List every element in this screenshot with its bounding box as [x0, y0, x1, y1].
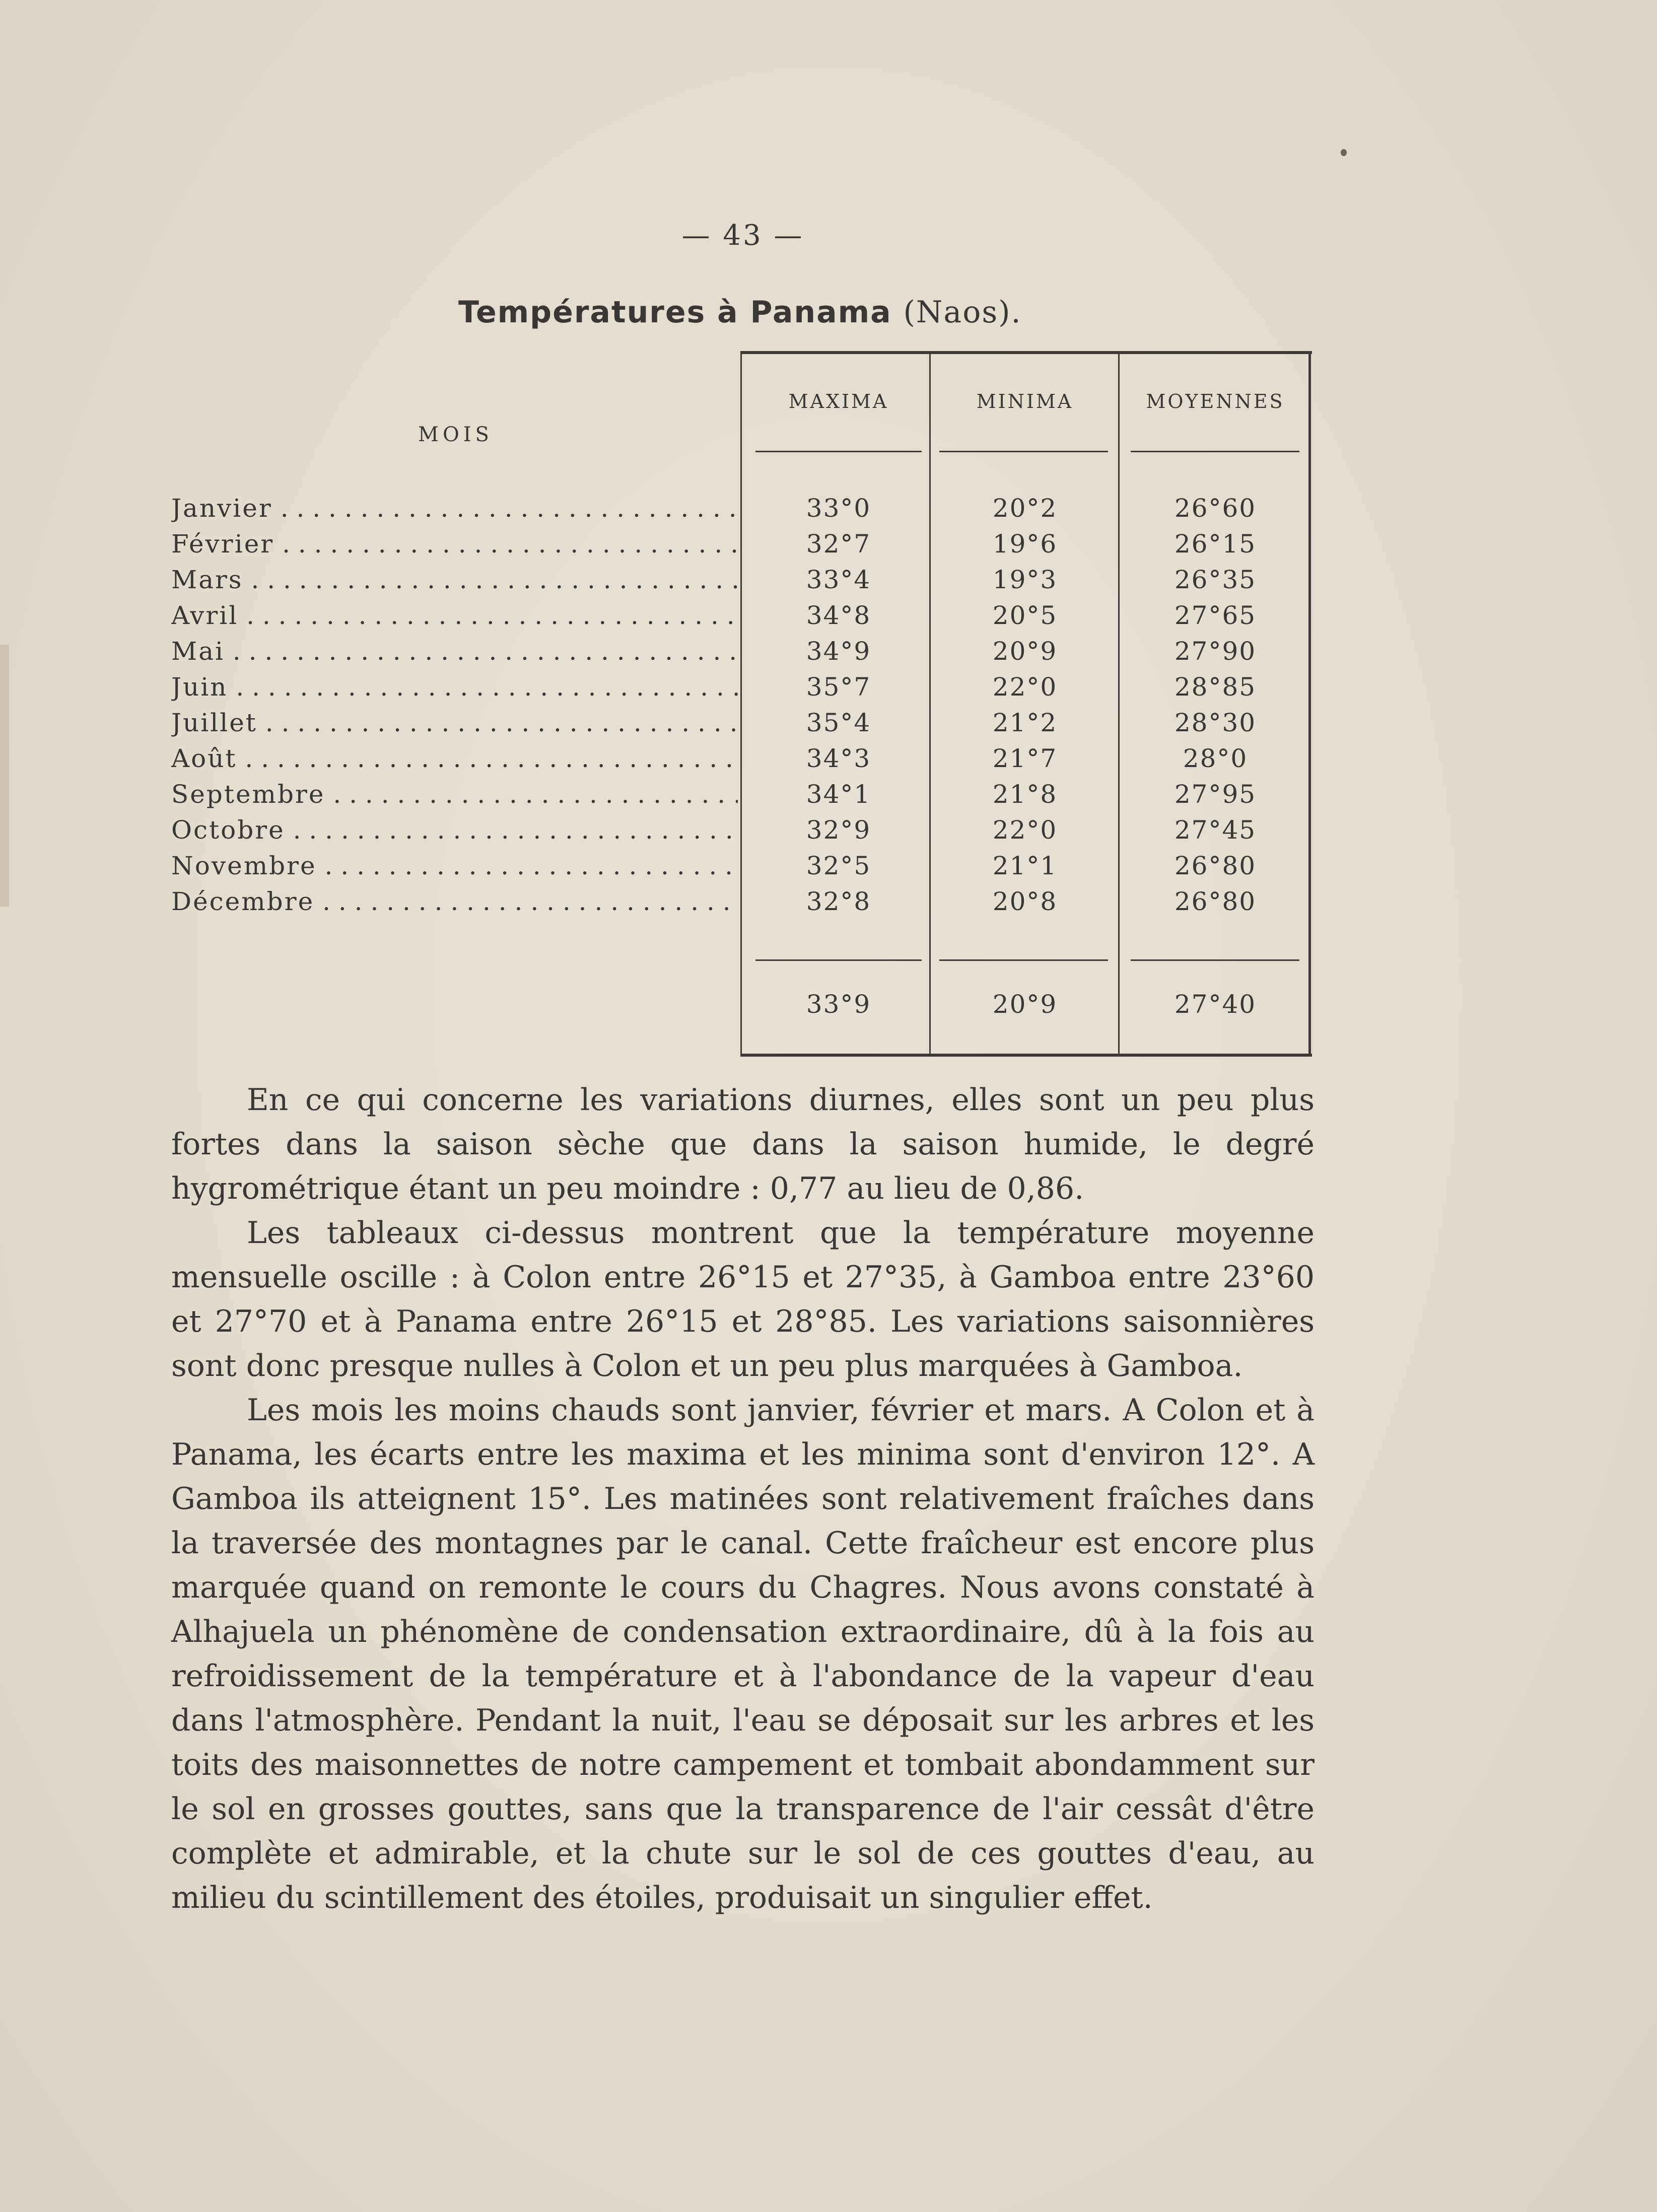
maxima-cell: 34°3 [806, 744, 871, 773]
header-underline-maxima [755, 451, 922, 452]
minima-cell: 21°7 [992, 744, 1058, 773]
month-label: Avril . . . [171, 601, 738, 636]
column-divider-2 [1118, 351, 1120, 1055]
moyennes-cell: 26°80 [1174, 851, 1257, 880]
minima-cell: 20°5 [992, 601, 1058, 630]
month-label: Juillet . . . [171, 708, 738, 743]
moyennes-cell: 27°45 [1174, 815, 1257, 845]
moyennes-cell: 26°15 [1174, 529, 1257, 559]
column-header-moyennes: MOYENNES [1146, 390, 1285, 412]
total-rule-maxima [755, 959, 922, 961]
moyennes-cell: 26°80 [1174, 887, 1257, 916]
minima-cell: 21°1 [992, 851, 1058, 880]
total-rule-minima [939, 959, 1108, 961]
month-label: Mai . . . [171, 637, 738, 672]
month-label: Septembre . . . [171, 780, 738, 815]
total-moyennes: 27°40 [1174, 990, 1257, 1019]
moyennes-cell: 27°65 [1174, 601, 1257, 630]
table-left-rule [740, 351, 742, 1055]
table-top-rule [740, 351, 1312, 354]
total-rule-moyennes [1131, 959, 1299, 961]
table-title-location: (Naos). [903, 295, 1022, 330]
month-label: Novembre . . . [171, 851, 738, 886]
speck-mark [1341, 149, 1347, 156]
month-label: Octobre . . . [171, 815, 738, 851]
minima-cell: 19°3 [992, 565, 1058, 594]
maxima-cell: 35°4 [806, 708, 871, 737]
moyennes-cell: 28°0 [1183, 744, 1248, 773]
body-text [171, 1078, 1315, 1920]
column-header-minima: MINIMA [976, 390, 1074, 412]
minima-cell: 22°0 [992, 672, 1058, 702]
header-underline-minima [939, 451, 1108, 452]
month-label: Janvier . . . [171, 494, 738, 529]
total-maxima: 33°9 [806, 990, 871, 1019]
month-label: Décembre . . . [171, 887, 738, 922]
moyennes-cell: 28°85 [1174, 672, 1257, 702]
month-label: Juin . . . [171, 672, 738, 708]
maxima-cell: 33°0 [806, 494, 871, 523]
table-title [458, 295, 1063, 330]
maxima-cell: 34°8 [806, 601, 871, 630]
maxima-cell: 34°9 [806, 637, 871, 666]
total-minima: 20°9 [992, 990, 1058, 1019]
minima-cell: 19°6 [992, 529, 1058, 559]
column-header-maxima: MAXIMA [788, 390, 889, 412]
minima-cell: 20°8 [992, 887, 1058, 916]
table-bottom-rule [740, 1054, 1312, 1057]
minima-cell: 21°8 [992, 780, 1058, 809]
moyennes-cell: 28°30 [1174, 708, 1257, 737]
month-label: Août . . . [171, 744, 738, 779]
maxima-cell: 33°4 [806, 565, 871, 594]
moyennes-cell: 27°95 [1174, 780, 1257, 809]
month-label: Mars . . . [171, 565, 738, 600]
table-right-rule [1308, 351, 1311, 1055]
maxima-cell: 32°5 [806, 851, 871, 880]
minima-cell: 20°2 [992, 494, 1058, 523]
moyennes-cell: 26°35 [1174, 565, 1257, 594]
row-header-mois: MOIS [418, 423, 493, 446]
page-edge-shade [0, 645, 9, 907]
minima-cell: 20°9 [992, 637, 1058, 666]
maxima-cell: 35°7 [806, 672, 871, 702]
maxima-cell: 32°9 [806, 815, 871, 845]
moyennes-cell: 26°60 [1174, 494, 1257, 523]
month-label: Février . . . [171, 529, 738, 565]
moyennes-cell: 27°90 [1174, 637, 1257, 666]
page-number: — 43 — [681, 219, 804, 252]
column-divider-1 [929, 351, 931, 1055]
paragraph: Les tableaux ci-dessus montrent que la température moyenne mensuelle oscille : à Colon entre 26°15 et 27°35, à Gamboa entre 23°60 et 27°70 et à Panama entre 26°15 et 28°85. Les variations saisonnières sont donc presque nulles à Colon et un peu plus marquées à Gamboa. [171, 1215, 1315, 1384]
header-underline-moyennes [1131, 451, 1299, 452]
table-title-text: Températures à Panama [458, 295, 892, 330]
minima-cell: 22°0 [992, 815, 1058, 845]
paragraph: Les mois les moins chauds sont janvier, février et mars. A Colon et à Panama, les écarts entre les maxima et les minima sont d'environ 12°. A Gamboa ils atteignent 15°. Les matinées sont relativement fraîches dans la traversée des montagnes par le canal. Cette fraîcheur est encore plus marquée quand on remonte le cours du Chagres. Nous avons constaté à Alhajuela un phénomène de condensation extraordinaire, dû à la fois au refroidissement de la température et à l'abondance de la vapeur d'eau dans l'atmosphère. Pendant la nuit, l'eau se déposait sur les arbres et les toits des maisonnettes de notre campement et tombait abondamment sur le sol en grosses gouttes, sans que la transparence de l'air cessât d'être complète et admirable, et la chute sur le sol de ces gouttes d'eau, au milieu du scintillement des étoiles, produisait un singulier effet. [171, 1393, 1315, 1915]
paragraph: En ce qui concerne les variations diurnes, elles sont un peu plus fortes dans la saison sèche que dans la saison humide, le degré hygrométrique étant un peu moindre : 0,77 au lieu de 0,86. [171, 1082, 1315, 1206]
minima-cell: 21°2 [992, 708, 1058, 737]
maxima-cell: 34°1 [806, 780, 871, 809]
maxima-cell: 32°8 [806, 887, 871, 916]
maxima-cell: 32°7 [806, 529, 871, 559]
